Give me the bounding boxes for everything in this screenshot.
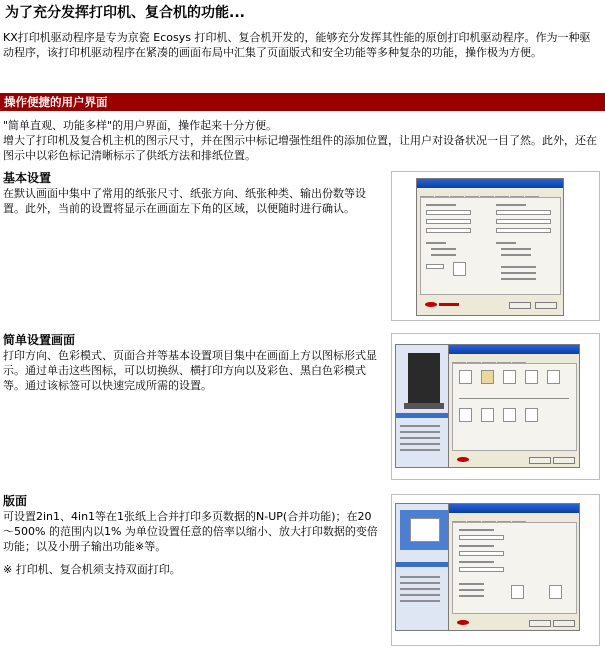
- printer-icon: [408, 353, 440, 403]
- simple-settings-heading: 简单设置画面: [3, 333, 76, 347]
- kyocera-logo-icon: [425, 302, 437, 307]
- basic-settings-screenshot: [391, 171, 600, 321]
- basic-settings-heading: 基本设置: [3, 171, 52, 185]
- driver-dialog-window-3: [448, 503, 580, 631]
- preview-pane: [395, 503, 453, 631]
- layout-text: 可设置2in1、4in1等在1张纸上合并打印多页数据的N-UP(合并功能)；在20～500% 的范围内以1% 为单位设置任意的倍率以缩小、放大打印数据的变倍功能；以及小册子输出功能※等。: [3, 510, 378, 553]
- simple-settings-text: 打印方向、色彩模式、页面合并等基本设置项目集中在画面上方以图标形式显示。通过单击这些图标，可以切换纵、横打印方向以及彩色、黑白色彩模式等。通过该标签可以快速完成所需的设置。: [3, 349, 377, 392]
- simple-settings-block: [3, 333, 378, 393]
- section-header-bar: 操作便捷的用户界面: [0, 93, 605, 111]
- basic-settings-block: [3, 171, 378, 216]
- page-title: 为了充分发挥打印机、复合机的功能...: [5, 5, 245, 21]
- section-intro: "简单直观、功能多样"的用户界面，操作起来十分方便。 增大了打印机及复合机主机的图示尺寸，并在图示中标记增强性组件的添加位置，让用户对设备状况一目了然。此外，还在图示中以彩色标记清晰标示了供纸方法和排纸位置。: [3, 119, 597, 162]
- layout-block: [3, 494, 378, 577]
- layout-heading: 版面: [3, 494, 28, 508]
- intro-paragraph: KX打印机驱动程序是专为京瓷 Ecosys 打印机、复合机开发的，能够充分发挥其性能的原创打印机驱动程序。作为一种驱动程序，该打印机驱动程序在紧凑的画面布局中汇集了页面版式和安全功能等多种复杂的功能，操作极为方便。: [3, 31, 591, 59]
- basic-settings-text: 在默认画面中集中了常用的纸张尺寸、纸张方向、纸张种类、输出份数等设置。此外，当前的设置将显示在画面左下角的区域，以便随时进行确认。: [3, 187, 366, 215]
- dialog-panel: [420, 197, 561, 295]
- driver-dialog-window-2: [448, 344, 580, 468]
- layout-screenshot: [391, 494, 600, 646]
- dialog-titlebar: [417, 179, 563, 188]
- simple-settings-screenshot: [391, 333, 600, 480]
- device-illustration-pane: [395, 344, 453, 468]
- driver-dialog-window: [416, 178, 564, 316]
- duplex-note: ※ 打印机、复合机须支持双面打印。: [3, 563, 181, 576]
